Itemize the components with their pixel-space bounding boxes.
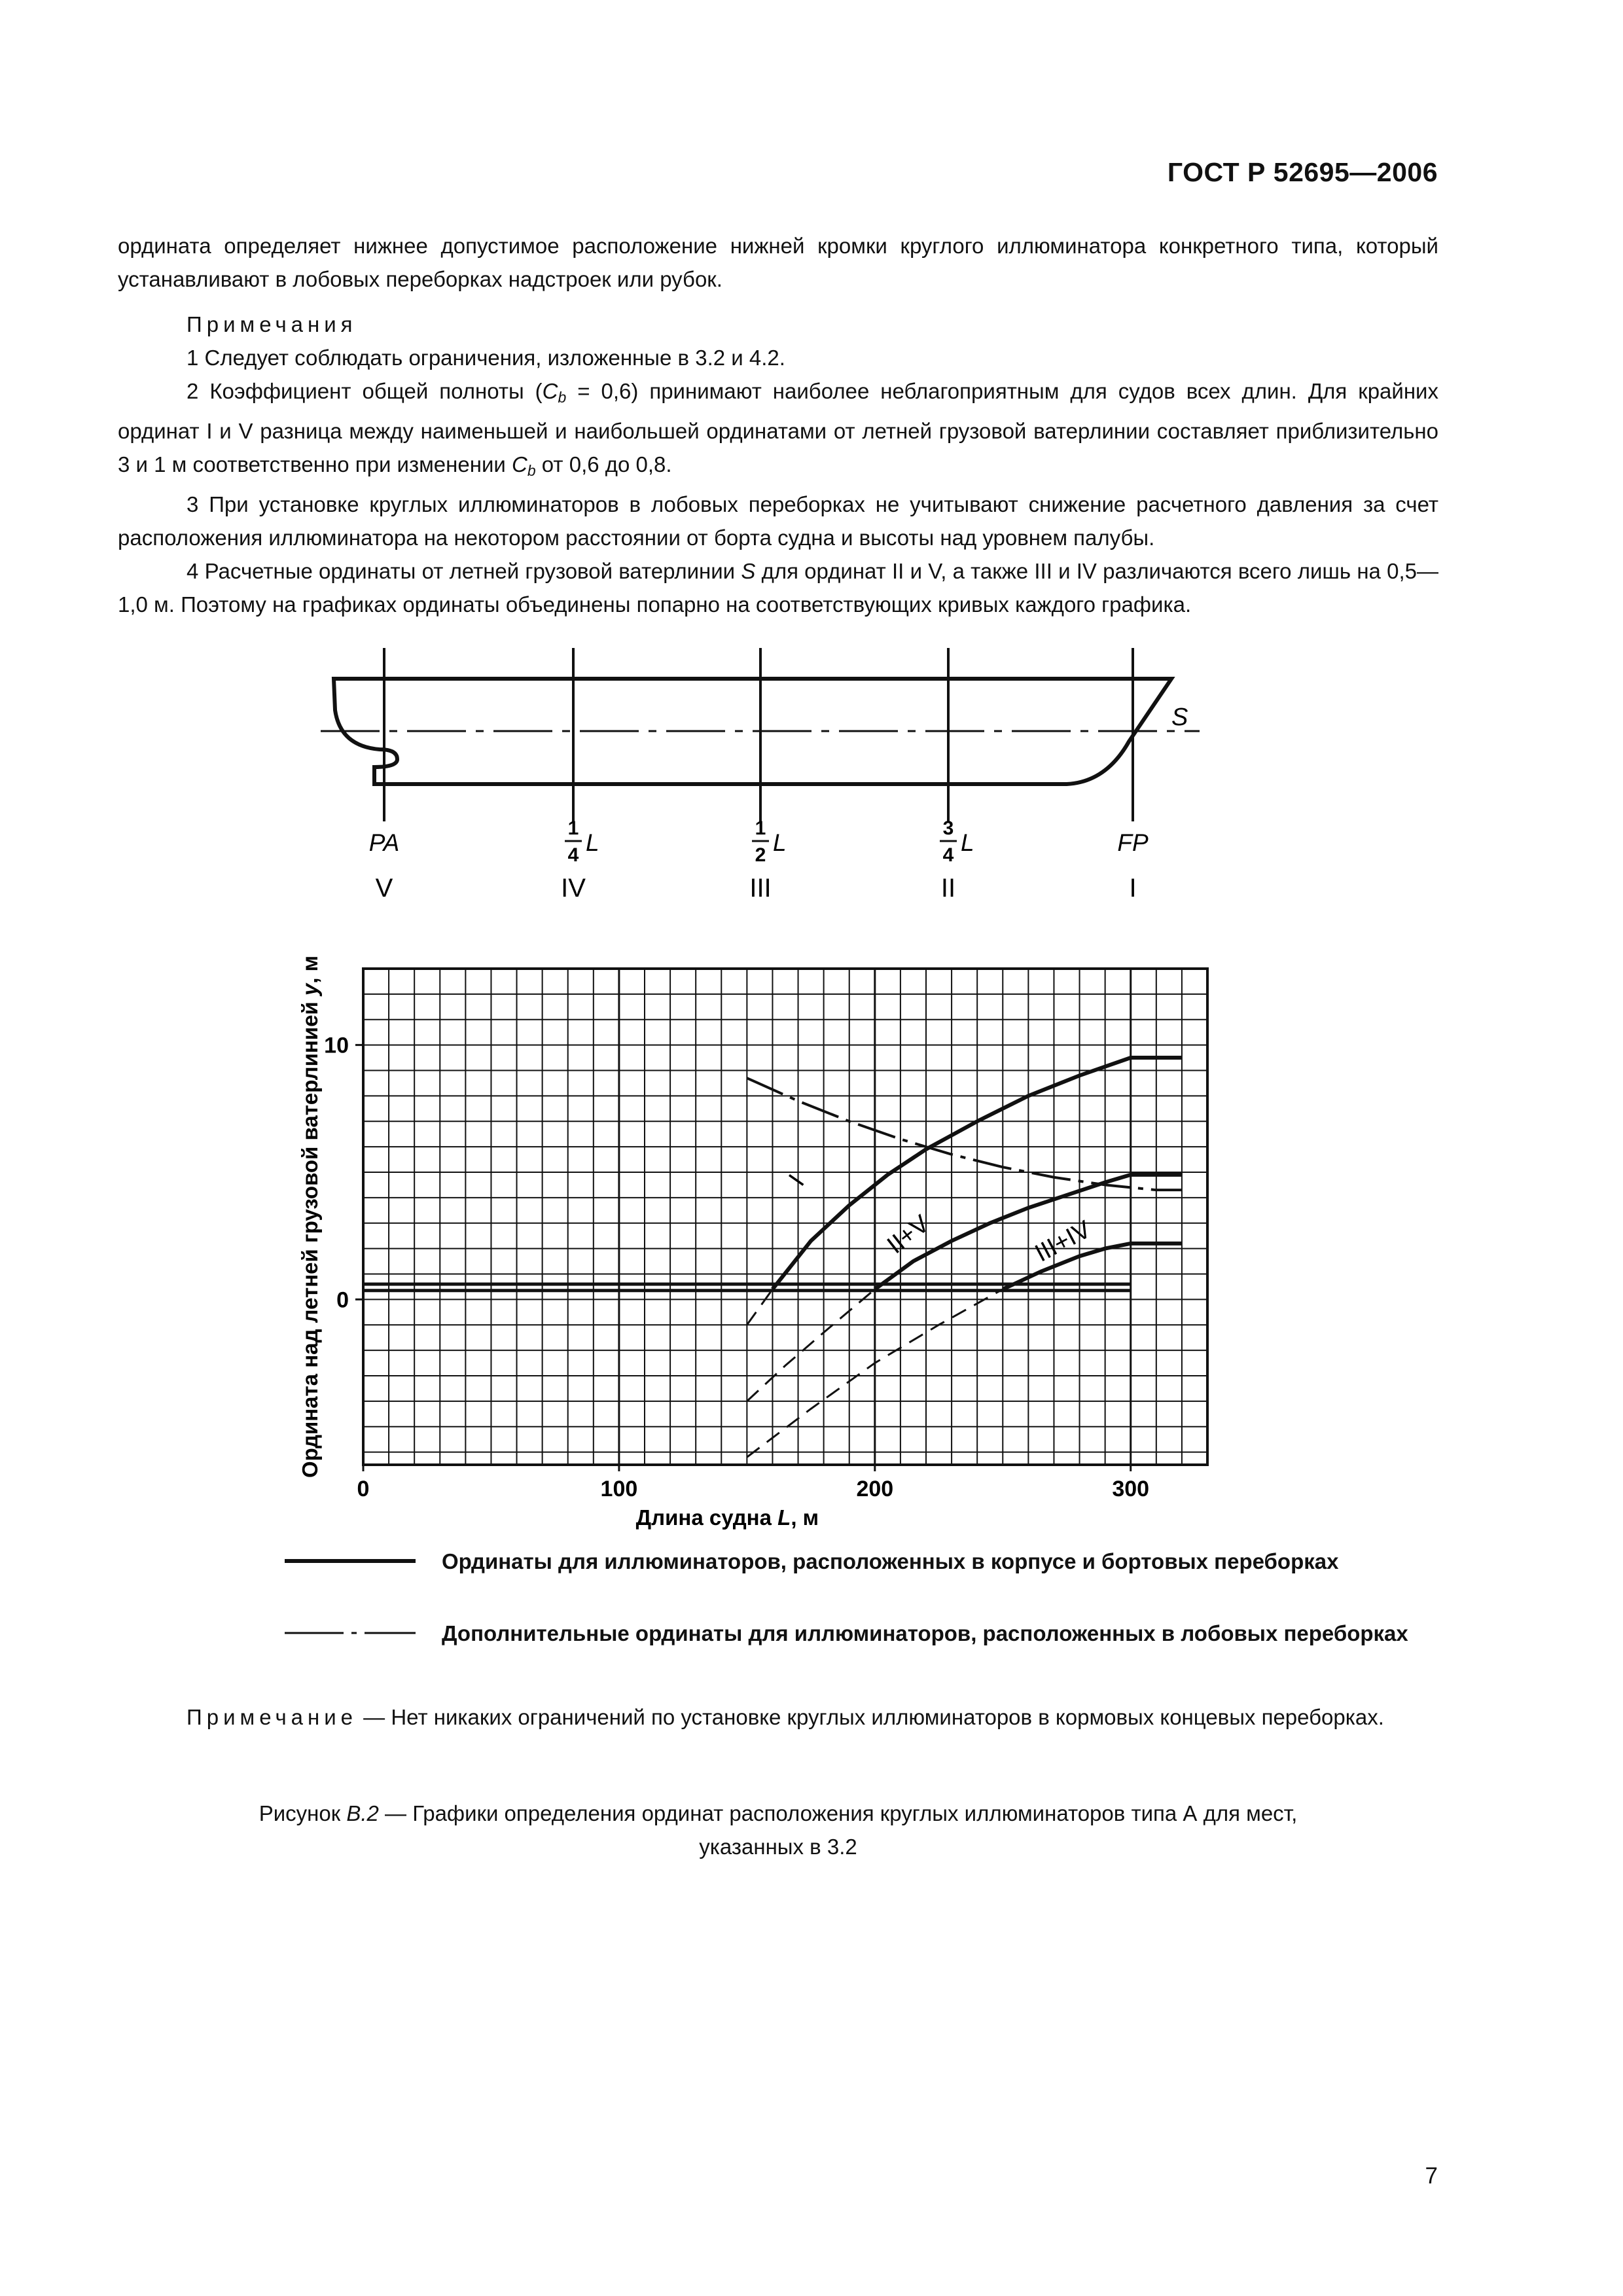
x-tick-label: 200	[856, 1477, 894, 1501]
waterline-label: S	[1171, 704, 1188, 731]
note-4: 4 Расчетные ординаты от летней грузовой ватерлинии S для ординат II и V, а также III и IV различаются всего лишь на 0,5—1,0 м. Поэтому на графиках ординаты объединены попарно на соответствующих кривых каждого графика.	[118, 559, 1438, 617]
legend-dashdot-sample	[285, 1620, 429, 1646]
page-number: 7	[1425, 2163, 1438, 2189]
station-roman-I: I	[1129, 874, 1137, 903]
chart-ticks	[324, 1033, 1149, 1501]
y-tick-label: 0	[336, 1287, 349, 1313]
svg-text:L: L	[773, 829, 787, 856]
y-axis-label: Ордината над летней грузовой ватерлинией y, м	[298, 956, 322, 1478]
station-roman-V: V	[375, 874, 393, 903]
svg-text:4: 4	[942, 844, 954, 866]
svg-text:3: 3	[942, 817, 954, 839]
station-label-pa: PA	[368, 829, 400, 856]
note-2: 2 Коэффициент общей полноты $(C_b = 0,6)$ принимают наиболее неблагоприятным для судов всех длин. Для крайних ординат I и V разница между наименьшей и наибольшей ординатами от летней грузовой ватерлинии составляет приблизительно 3 и 1 м соответственно при изменении $C_b$ от 0,6 до 0,8.	[118, 379, 1438, 479]
curve-label: I	[783, 1170, 810, 1191]
station-roman-II: II	[940, 874, 956, 903]
station-roman-IV: IV	[561, 874, 586, 903]
legend-solid-sample	[285, 1548, 429, 1574]
intro-paragraph: ордината определяет нижнее допустимое расположение нижней кромки круглого иллюминатора конкретного типа, который устанавливают в лобовых переборках надстроек или рубок.	[118, 234, 1438, 291]
series-i-dashed	[747, 1289, 772, 1325]
note-1: 1 Следует соблюдать ограничения, изложенные в 3.2 и 4.2.	[187, 346, 785, 370]
series-лобовые	[747, 1078, 1182, 1190]
station-label-fp: FP	[1117, 829, 1149, 856]
station-label-three-quarter	[940, 817, 974, 866]
curve-label: III+IV	[1030, 1215, 1096, 1268]
notes-title: Примечания	[187, 312, 357, 336]
svg-text:2: 2	[755, 844, 766, 866]
x-tick-label: 300	[1112, 1477, 1150, 1501]
curve-label: II+V	[882, 1210, 935, 1260]
station-roman-III: III	[749, 874, 772, 903]
note-3: 3 При установке круглых иллюминаторов в лобовых переборках не учитывают снижение расчетного давления за счет расположения иллюминатора на некотором расстоянии от борта судна и высоты над уровнем палубы.	[118, 492, 1438, 550]
series-iii-iv	[1003, 1244, 1182, 1289]
legend-dashdot-text: Дополнительные ординаты для иллюминаторов, расположенных в лобовых переборках	[442, 1621, 1408, 1645]
x-axis-label: Длина судна L, м	[635, 1505, 819, 1530]
legend-solid-text: Ординаты для иллюминаторов, расположенных в корпусе и бортовых переборках	[442, 1549, 1339, 1573]
ship-diagram	[0, 628, 1623, 916]
bottom-note: Примечание — Нет никаких ограничений по установке круглых иллюминаторов в кормовых концевых переборках.	[187, 1705, 1384, 1729]
svg-text:4: 4	[567, 844, 579, 866]
station-label-half	[752, 817, 787, 866]
svg-text:L: L	[961, 829, 974, 856]
chart-curves	[747, 1058, 1182, 1457]
svg-text:1: 1	[755, 817, 766, 839]
y-tick-label: 10	[324, 1033, 349, 1058]
station-label-quarter	[565, 817, 599, 866]
document-code: ГОСТ Р 52695—2006	[1167, 157, 1438, 187]
svg-text:1: 1	[567, 817, 579, 839]
series-ii-v-dashed	[747, 1289, 874, 1401]
ordinate-chart	[0, 936, 1623, 1564]
x-tick-label: 0	[357, 1477, 370, 1501]
svg-text:L: L	[586, 829, 599, 856]
figure-caption: Рисунок В.2 — Графики определения ординат расположения круглых иллюминаторов типа А для мест, указанных в 3.2	[259, 1801, 1298, 1859]
x-tick-label: 100	[600, 1477, 638, 1501]
body-text	[118, 229, 1438, 621]
